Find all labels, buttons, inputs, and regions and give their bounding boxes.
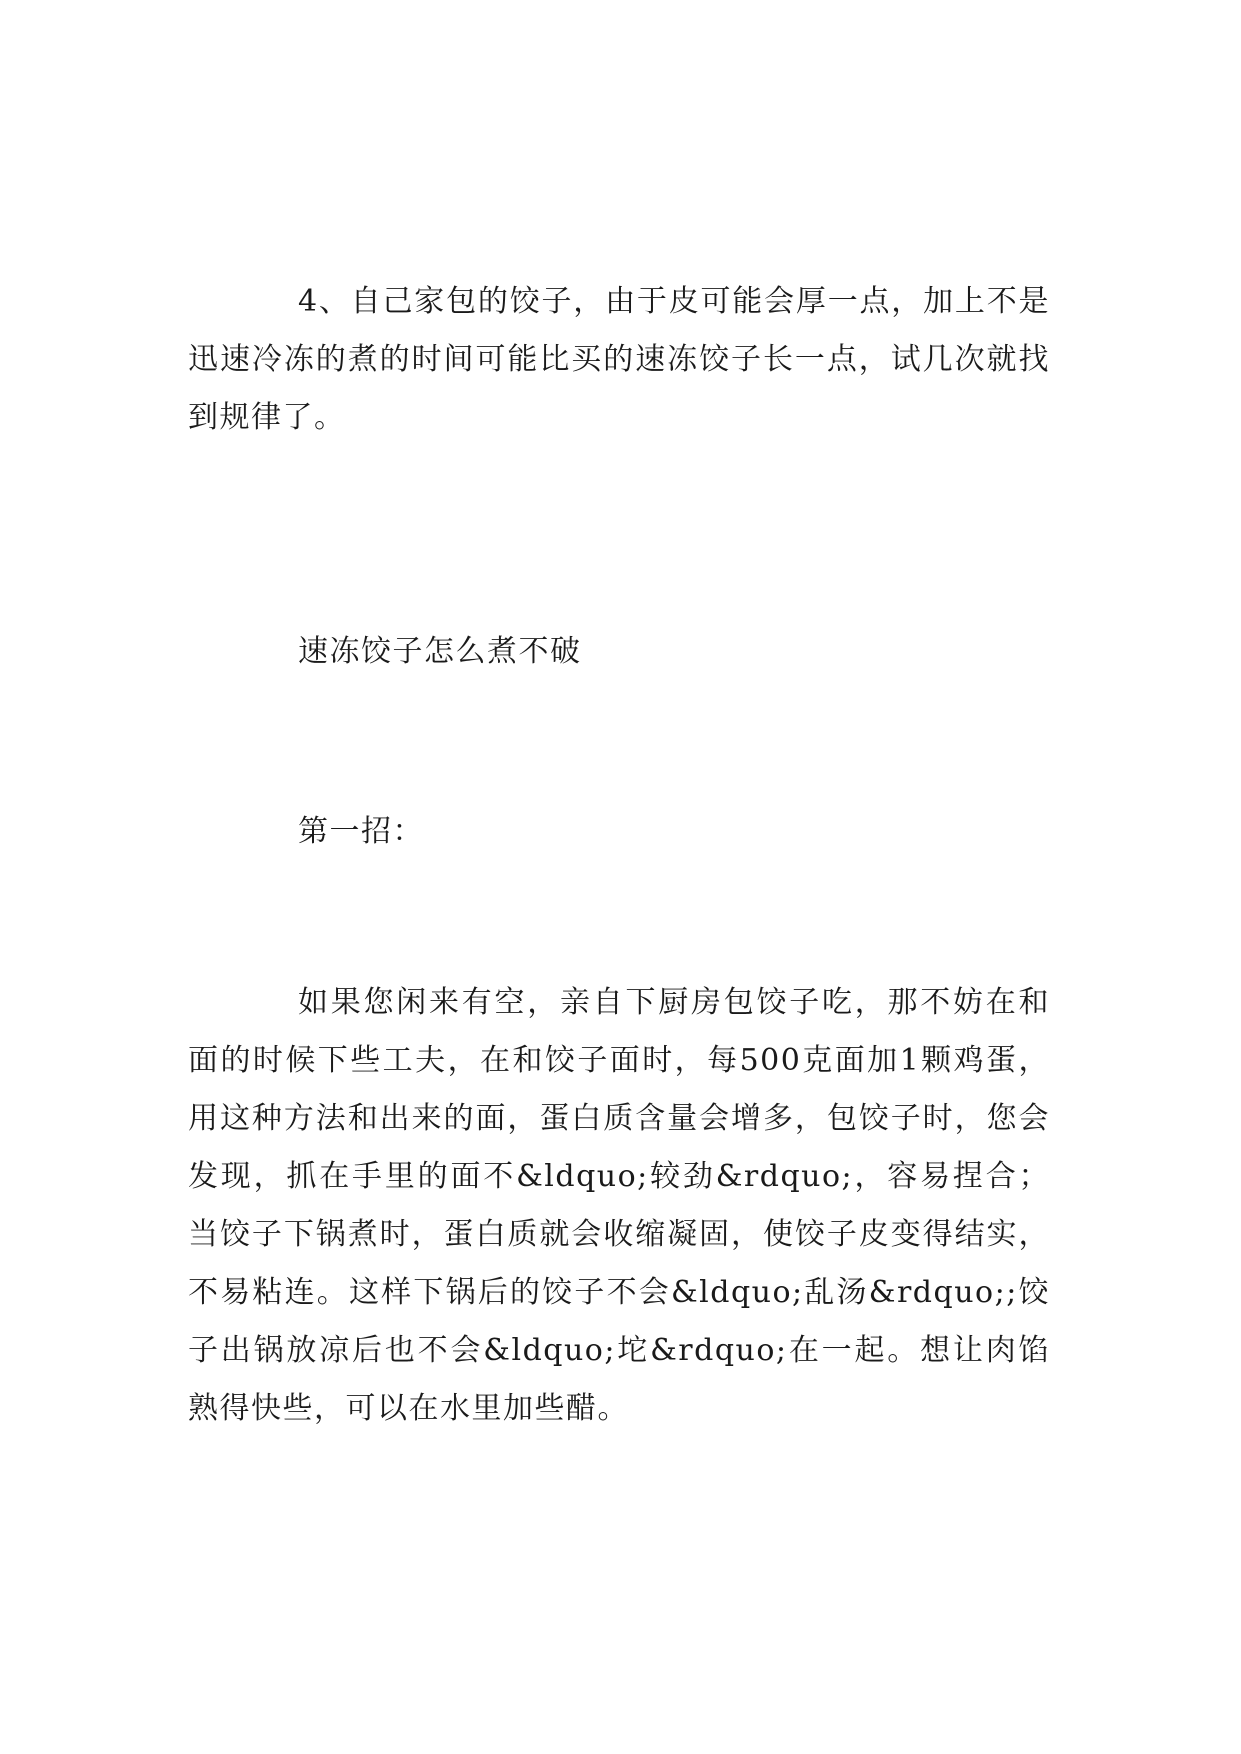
paragraph-egg-dough-tip: 如果您闲来有空，亲自下厨房包饺子吃，那不妨在和面的时候下些工夫，在和饺子面时，每500克面加1颗鸡蛋，用这种方法和出来的面，蛋白质含量会增多，包饺子时，您会发现，抓在手里的面不&ldquo;较劲&rdquo;，容易捏合；当饺子下锅煮时，蛋白质就会收缩凝固，使饺子皮变得结实，不易粘连。这样下锅后的饺子不会&ldquo;乱汤&rdquo;;饺子出锅放凉后也不会&ldquo;坨&rdquo;在一起。想让肉馅熟得快些，可以在水里加些醋。 — [188, 985, 1050, 1426]
paragraph-homemade-dumplings-tip: 4、自己家包的饺子，由于皮可能会厚一点，加上不是迅速冷冻的煮的时间可能比买的速冻饺子长一点，试几次就找到规律了。 — [188, 284, 1050, 435]
section-heading: 速冻饺子怎么煮不破 — [298, 634, 582, 669]
subheading-first-tip: 第一招： — [298, 814, 424, 849]
